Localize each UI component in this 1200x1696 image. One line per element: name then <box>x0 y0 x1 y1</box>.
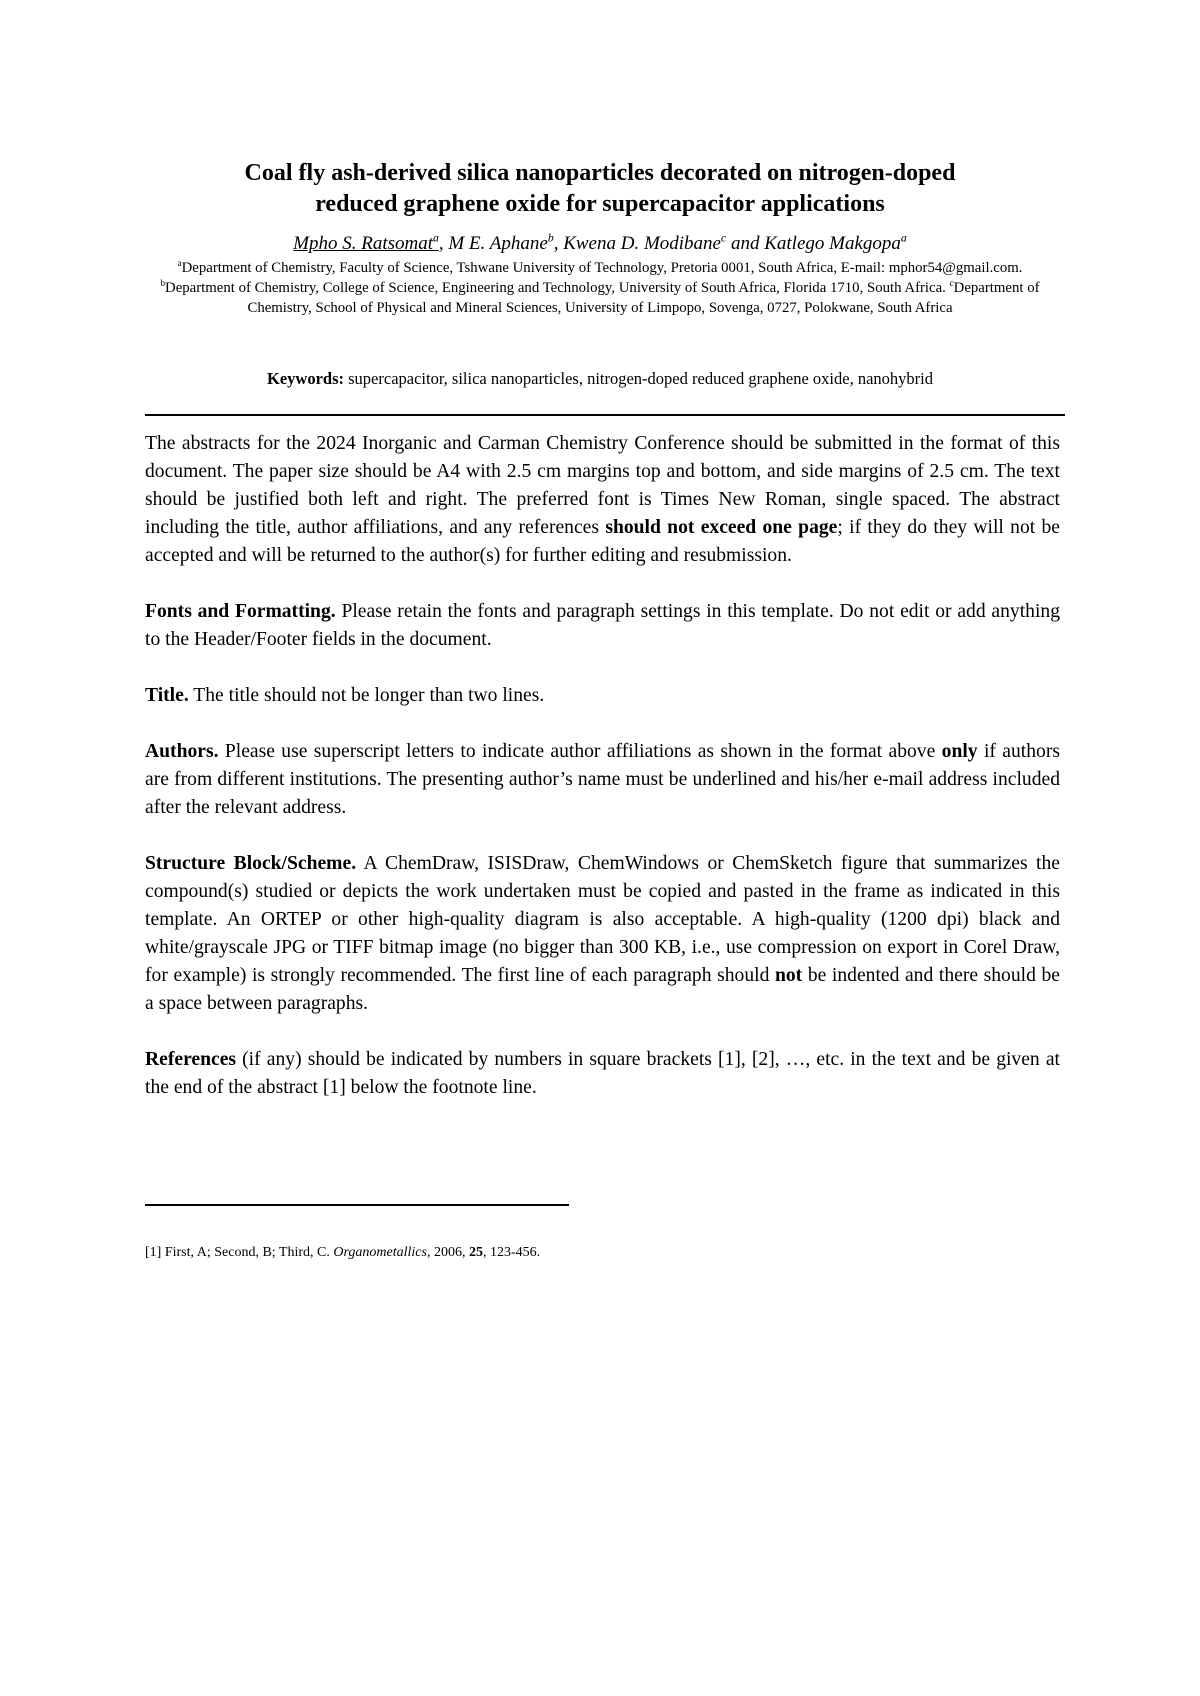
author-2: M E. Aphane$^b$ <box>448 231 554 254</box>
header-divider <box>145 414 1065 416</box>
paragraph-intro: The abstracts for the 2024 Inorganic and Carman Chemistry Conference should be submitted in the format of this document. The paper size should be A4 with 2.5 cm margins top and bottom, and side margins of 2.5 cm. The text should be justified both left and right. The preferred font is Times New Roman, single spaced. The abstract including the title, author affiliations, and any references should not exceed one page; if they do they will not be accepted and will be returned to the author(s) for further editing and resubmission. <box>145 433 1060 566</box>
paragraph-references: References (if any) should be indicated by numbers in square brackets [1], [2], …, etc. in the text and be given at the end of the abstract [1] below the footnote line. <box>145 1049 1060 1098</box>
title-line-2: reduced graphene oxide for supercapacitor applications <box>315 191 885 217</box>
keywords-text: supercapacitor, silica nanoparticles, nitrogen-doped reduced graphene oxide, nanohybrid <box>344 369 933 388</box>
affiliation-a: Department of Chemistry, Faculty of Science, Tshwane University of Technology, Pretoria 0001, South Africa, E-mail: mphor54@gmail.com. <box>181 260 1023 276</box>
paragraph-title: Title. The title should not be longer than two lines. <box>145 685 545 706</box>
paragraph-fonts: Fonts and Formatting. Please retain the fonts and paragraph settings in this template. Do not edit or add anything to the Header/Footer fields in the document. <box>145 601 1060 650</box>
paper-title <box>140 158 1060 220</box>
title-line-1: Coal fly ash-derived silica nanoparticles decorated on nitrogen-doped <box>244 160 956 186</box>
affiliation-c: Department of Chemistry, School of Physical and Mineral Sciences, University of Limpopo, Sovenga, 0727, Polokwane, South Africa <box>247 280 1040 316</box>
footnote-divider <box>145 1204 569 1206</box>
affiliation-b: Department of Chemistry, College of Science, Engineering and Technology, University of South Africa, Florida 1710, South Africa. <box>165 280 950 296</box>
author-4: Katlego Makgopa$^a$ <box>764 231 907 254</box>
presenting-author: Mpho S. Ratsomat$^a$ <box>293 231 439 254</box>
keywords <box>140 368 1060 390</box>
author-3: Kwena D. Modibane$^c$ <box>563 231 727 254</box>
author-list: Mpho S. Ratsomat$^a$, M E. Aphane$^b$, Kwena D. Modibane$^c$ and Katlego Makgopa$^a$ <box>293 231 907 254</box>
keywords-label: Keywords: <box>267 369 344 388</box>
paragraph-authors: Authors. Please use superscript letters to indicate author affiliations as shown in the format above only if authors are from different institutions. The presenting author’s name must be underlined and his/her e-mail address included after the relevant address. <box>145 741 1060 818</box>
paragraph-structure: Structure Block/Scheme. A ChemDraw, ISISDraw, ChemWindows or ChemSketch figure that summarizes the compound(s) studied or depicts the work undertaken must be copied and pasted in the frame as indicated in this template. An ORTEP or other high-quality diagram is also acceptable. A high-quality (1200 dpi) black and white/grayscale JPG or TIFF bitmap image (no bigger than 300 KB, i.e., use compression on export in Corel Draw, for example) is strongly recommended. The first line of each paragraph should not be indented and there should be a space between paragraphs. <box>145 853 1060 1014</box>
footnote-reference: [1] First, A; Second, B; Third, C. Organometallics, 2006, 25, 123-456. <box>145 1245 541 1260</box>
abstract-body <box>145 430 1060 1130</box>
affiliations: $^a$Department of Chemistry, Faculty of Science, Tshwane University of Technology, Pretoria 0001, South Africa, E-mail: mphor54@gmail.com. $^b$Department of Chemistry, College of Science, Engineering and Technology, University of South Africa, Florida 1710, South Africa. $^c$Department of Chemistry, School of Physical and Mineral Sciences, University of Limpopo, Sovenga, 0727, Polokwane, South Africa <box>160 258 1040 316</box>
